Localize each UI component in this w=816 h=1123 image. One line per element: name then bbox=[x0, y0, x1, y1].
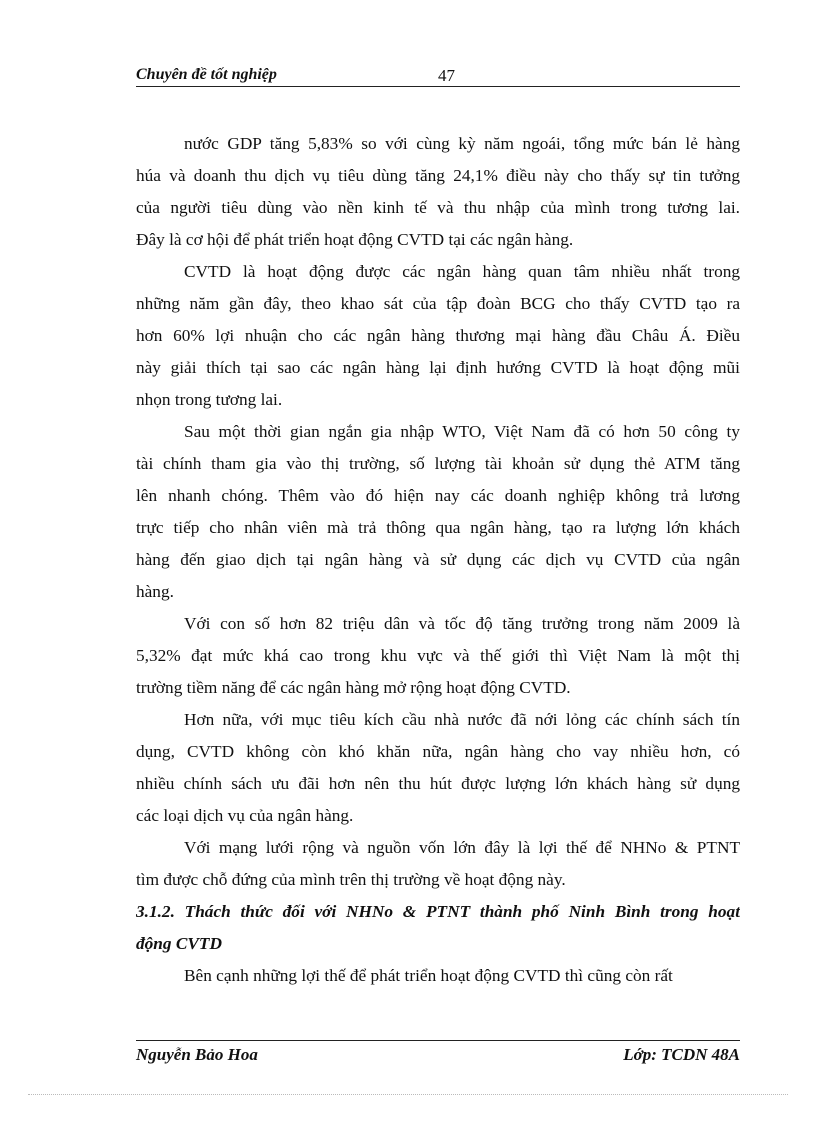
paragraph-line: CVTD là hoạt động được các ngân hàng quan tâm nhiều nhất trong bbox=[184, 262, 740, 281]
paragraph-line: Đây là cơ hội để phát triển hoạt động CVTD tại các ngân hàng. bbox=[136, 230, 574, 249]
paragraph-line: nhiều chính sách ưu đãi hơn nên thu hút được lượng lớn khách hàng sử dụng bbox=[136, 774, 740, 793]
page-footer bbox=[136, 1040, 740, 1071]
footer-class: Lớp: TCDN 48A bbox=[623, 1045, 740, 1064]
paragraph-line: lên nhanh chóng. Thêm vào đó hiện nay các doanh nghiệp không trả lương bbox=[136, 486, 740, 505]
header-title: Chuyên đề tốt nghiệp bbox=[136, 66, 277, 83]
paragraph-line: Bên cạnh những lợi thế để phát triển hoạt động CVTD thì cũng còn rất bbox=[184, 966, 673, 985]
paragraph-line: tài chính tham gia vào thị trường, số lượng tài khoản sử dụng thẻ ATM tăng bbox=[136, 454, 740, 473]
paragraph-line: những năm gần đây, theo khao sát của tập đoàn BCG cho thấy CVTD tạo ra bbox=[136, 294, 740, 313]
section-heading-line: 3.1.2. Thách thức đối với NHNo & PTNT thành phố Ninh Bình trong hoạt bbox=[136, 902, 740, 921]
section-heading-line: động CVTD bbox=[136, 934, 222, 953]
body-text bbox=[136, 128, 740, 992]
page-edge-divider bbox=[28, 1094, 788, 1095]
paragraph-line: hàng. bbox=[136, 582, 174, 601]
page-number: 47 bbox=[438, 66, 455, 85]
paragraph-line: Với con số hơn 82 triệu dân và tốc độ tăng trưởng trong năm 2009 là bbox=[184, 614, 740, 633]
paragraph-line: các loại dịch vụ của ngân hàng. bbox=[136, 806, 354, 825]
footer-author: Nguyễn Bảo Hoa bbox=[136, 1045, 258, 1064]
paragraph-line: Hơn nữa, với mục tiêu kích cầu nhà nước đã nới lỏng các chính sách tín bbox=[184, 710, 740, 729]
paragraph-line: 5,32% đạt mức khá cao trong khu vực và thế giới thì Việt Nam là một thị bbox=[136, 646, 740, 665]
paragraph-line: húa và doanh thu dịch vụ tiêu dùng tăng 24,1% điều này cho thấy sự tin tưởng bbox=[136, 166, 740, 185]
paragraph-line: dụng, CVTD không còn khó khăn nữa, ngân hàng cho vay nhiều hơn, có bbox=[136, 742, 740, 761]
paragraph-line: nước GDP tăng 5,83% so với cùng kỳ năm ngoái, tổng mức bán lẻ hàng bbox=[184, 134, 740, 153]
paragraph-line: tìm được chỗ đứng của mình trên thị trường về hoạt động này. bbox=[136, 870, 566, 889]
page-header bbox=[136, 64, 740, 87]
paragraph-line: nhọn trong tương lai. bbox=[136, 390, 283, 409]
paragraph-line: trực tiếp cho nhân viên mà trả thông qua ngân hàng, tạo ra lượng lớn khách bbox=[136, 518, 740, 537]
paragraph-line: hàng đến giao dịch tại ngân hàng và sử dụng các dịch vụ CVTD của ngân bbox=[136, 550, 740, 569]
paragraph-line: hơn 60% lợi nhuận cho các ngân hàng thương mại hàng đầu Châu Á. Điều bbox=[136, 326, 740, 345]
paragraph-line: Sau một thời gian ngắn gia nhập WTO, Việt Nam đã có hơn 50 công ty bbox=[184, 422, 740, 441]
paragraph-line: của người tiêu dùng vào nền kinh tế và thu nhập của mình trong tương lai. bbox=[136, 198, 740, 217]
paragraph-line: Với mạng lưới rộng và nguồn vốn lớn đây là lợi thế để NHNo & PTNT bbox=[184, 838, 740, 857]
paragraph-line: trường tiềm năng để các ngân hàng mở rộng hoạt động CVTD. bbox=[136, 678, 571, 697]
paragraph-line: này giải thích tại sao các ngân hàng lại định hướng CVTD là hoạt động mũi bbox=[136, 358, 740, 377]
